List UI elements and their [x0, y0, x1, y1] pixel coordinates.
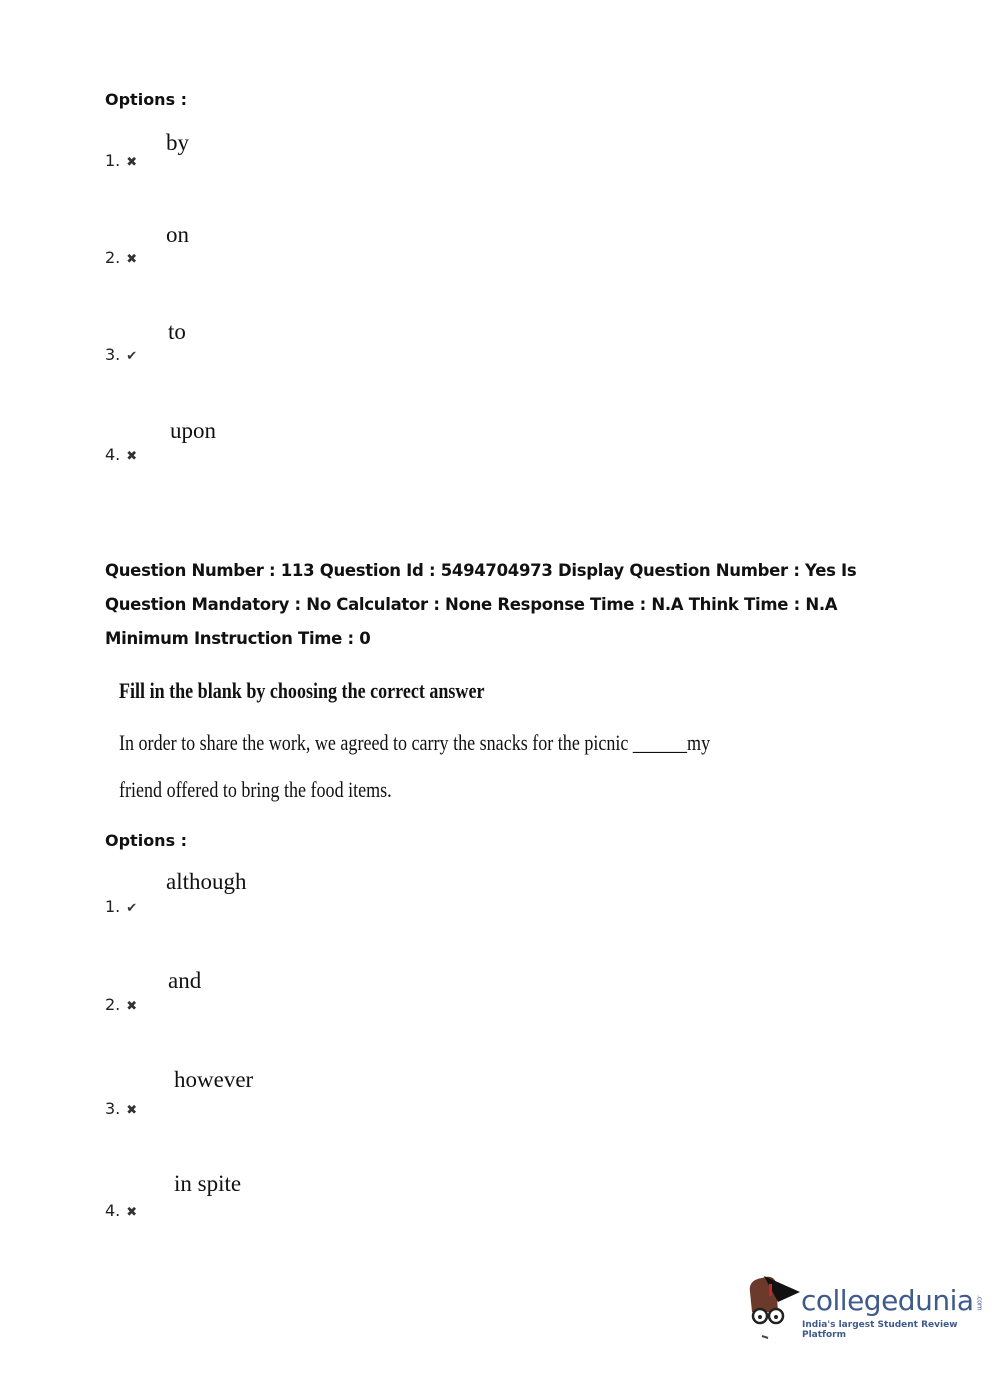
- option-number: [105, 248, 137, 267]
- option-text: although: [166, 869, 247, 894]
- option-index: 3.: [105, 345, 121, 364]
- option-text: upon: [170, 418, 216, 443]
- option-text: by: [166, 130, 189, 155]
- question-text-line-2: friend offered to bring the food items.: [119, 777, 392, 802]
- option-index: 4.: [105, 1201, 121, 1220]
- option-text: in spite: [174, 1171, 242, 1196]
- question-meta: Question Number : 113 Question Id : 5494704973 Display Question Number : Yes Is Question Mandatory : No Calculator : None Response Time : N.A Think Time : N.A Minimum Instruction Time : 0: [105, 561, 857, 648]
- cross-icon: ✖: [126, 449, 138, 464]
- option-number: [105, 1201, 137, 1220]
- option-index: 1.: [105, 897, 121, 916]
- brand-text: collegedunia: [801, 1284, 974, 1317]
- option-number: [105, 445, 137, 464]
- cross-icon: ✖: [126, 1205, 138, 1220]
- brand-name: [801, 1284, 984, 1317]
- cross-icon: ✖: [126, 155, 138, 170]
- option-number: [105, 1099, 137, 1118]
- option-number: [105, 151, 137, 170]
- cross-icon: ✖: [126, 1103, 138, 1118]
- check-icon: ✔: [126, 349, 138, 364]
- cross-icon: ✖: [126, 999, 138, 1014]
- options-label: Options :: [105, 831, 188, 850]
- option-text: to: [168, 319, 186, 344]
- question-text-line-1: In order to share the work, we agreed to carry the snacks for the picnic ______my: [119, 730, 711, 755]
- option-index: 3.: [105, 1099, 121, 1118]
- option-text: and: [168, 968, 202, 993]
- option-text: however: [174, 1067, 254, 1092]
- brand-tagline: India's largest Student Review Platform: [802, 1320, 958, 1340]
- option-text: on: [166, 222, 189, 247]
- check-icon: ✔: [126, 901, 138, 916]
- option-index: 1.: [105, 151, 121, 170]
- brand-suffix: .com: [975, 1294, 984, 1310]
- options-label: Options :: [105, 90, 188, 109]
- question-heading: Fill in the blank by choosing the correct answer: [119, 678, 485, 703]
- option-number: [105, 345, 137, 364]
- cross-icon: ✖: [126, 252, 138, 267]
- option-number: [105, 995, 137, 1014]
- option-index: 4.: [105, 445, 121, 464]
- collegedunia-mascot-logo: [742, 1272, 802, 1340]
- option-index: 2.: [105, 995, 121, 1014]
- option-number: [105, 897, 137, 916]
- option-index: 2.: [105, 248, 121, 267]
